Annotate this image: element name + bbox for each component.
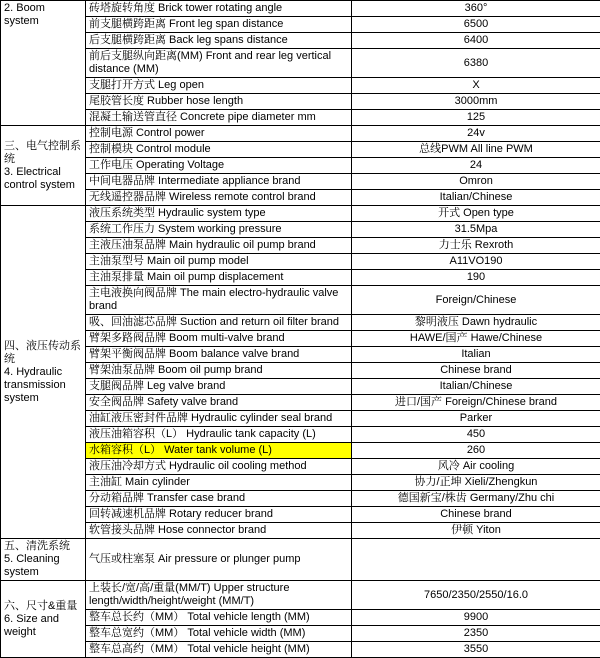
- value-cell: 24v: [352, 126, 600, 142]
- param-cell: 无线遥控器品牌 Wireless remote control brand: [86, 190, 352, 206]
- table-row: [1, 17, 600, 33]
- param-cell: 控制电源 Control power: [86, 126, 352, 142]
- param-cell: 主油缸 Main cylinder: [86, 475, 352, 491]
- table-row: [1, 78, 600, 94]
- param-cell: 臂架油泵品牌 Boom oil pump brand: [86, 363, 352, 379]
- value-cell: 进口/国产 Foreign/Chinese brand: [352, 395, 600, 411]
- table-row: [1, 49, 600, 78]
- value-cell: 力士乐 Rexroth: [352, 238, 600, 254]
- value-cell: 2350: [352, 626, 600, 642]
- section-label: [1, 539, 86, 581]
- table-row: [1, 142, 600, 158]
- param-cell: 尾胶管长度 Rubber hose length: [86, 94, 352, 110]
- param-cell: 整车总长约（MM） Total vehicle length (MM): [86, 610, 352, 626]
- value-cell: Chinese brand: [352, 363, 600, 379]
- table-row: [1, 174, 600, 190]
- value-cell: 协力/正坤 Xieli/Zhengkun: [352, 475, 600, 491]
- param-cell: 主液压油泵品牌 Main hydraulic oil pump brand: [86, 238, 352, 254]
- value-cell: 3550: [352, 642, 600, 658]
- table-row: [1, 459, 600, 475]
- param-cell: 液压油箱容积（L） Hydraulic tank capacity (L): [86, 427, 352, 443]
- param-cell: 水箱容积（L） Water tank volume (L): [86, 443, 352, 459]
- table-row: [1, 206, 600, 222]
- param-cell: 软管接头品牌 Hose connector brand: [86, 523, 352, 539]
- param-cell: 前支腿横跨距离 Front leg span distance: [86, 17, 352, 33]
- value-cell: 风冷 Air cooling: [352, 459, 600, 475]
- param-cell: 支腿阀品牌 Leg valve brand: [86, 379, 352, 395]
- value-cell: 6400: [352, 33, 600, 49]
- param-cell: 臂架多路阀品牌 Boom multi-valve brand: [86, 331, 352, 347]
- param-cell: 吸、回油滤芯品牌 Suction and return oil filter brand: [86, 315, 352, 331]
- param-cell: 液压系统类型 Hydraulic system type: [86, 206, 352, 222]
- value-cell: 3000mm: [352, 94, 600, 110]
- table-row: [1, 190, 600, 206]
- section-label: [1, 206, 86, 539]
- value-cell: 7650/2350/2550/16.0: [352, 581, 600, 610]
- value-cell: Italian/Chinese: [352, 379, 600, 395]
- param-cell: 臂架平衡阀品牌 Boom balance valve brand: [86, 347, 352, 363]
- table-row: [1, 475, 600, 491]
- value-cell: 31.5Mpa: [352, 222, 600, 238]
- table-row: [1, 443, 600, 459]
- table-row: [1, 286, 600, 315]
- table-row: [1, 491, 600, 507]
- param-cell: 混凝土输送管直径 Concrete pipe diameter mm: [86, 110, 352, 126]
- param-cell: 油缸液压密封件品牌 Hydraulic cylinder seal brand: [86, 411, 352, 427]
- table-row: [1, 363, 600, 379]
- param-cell: 整车总宽约（MM） Total vehicle width (MM): [86, 626, 352, 642]
- table-row: [1, 94, 600, 110]
- param-cell: 分动箱品牌 Transfer case brand: [86, 491, 352, 507]
- section-label-zh: 五、清洗系统: [4, 540, 82, 553]
- value-cell: Foreign/Chinese: [352, 286, 600, 315]
- table-row: [1, 507, 600, 523]
- table-row: [1, 222, 600, 238]
- param-cell: 主油泵型号 Main oil pump model: [86, 254, 352, 270]
- section-label: [1, 126, 86, 206]
- value-cell: 总线PWM All line PWM: [352, 142, 600, 158]
- value-cell: 6380: [352, 49, 600, 78]
- param-cell: 后支腿横跨距离 Back leg spans distance: [86, 33, 352, 49]
- param-cell: 整车总高约（MM） Total vehicle height (MM): [86, 642, 352, 658]
- param-cell: 工作电压 Operating Voltage: [86, 158, 352, 174]
- table-row: [1, 626, 600, 642]
- param-cell: 主油泵排量 Main oil pump displacement: [86, 270, 352, 286]
- param-cell: 气压或柱塞泵 Air pressure or plunger pump: [86, 539, 352, 581]
- value-cell: 450: [352, 427, 600, 443]
- table-row: [1, 427, 600, 443]
- value-cell: [352, 539, 600, 581]
- table-row: [1, 411, 600, 427]
- table-row: [1, 581, 600, 610]
- value-cell: 9900: [352, 610, 600, 626]
- param-cell: 支腿打开方式 Leg open: [86, 78, 352, 94]
- table-row: [1, 379, 600, 395]
- value-cell: 6500: [352, 17, 600, 33]
- table-row: [1, 642, 600, 658]
- table-row: [1, 539, 600, 581]
- value-cell: 德国新宝/株齿 Germany/Zhu chi: [352, 491, 600, 507]
- value-cell: X: [352, 78, 600, 94]
- table-row: [1, 331, 600, 347]
- table-row: [1, 315, 600, 331]
- param-cell: 安全阀品牌 Safety valve brand: [86, 395, 352, 411]
- table-row: [1, 523, 600, 539]
- table-row: [1, 110, 600, 126]
- value-cell: 24: [352, 158, 600, 174]
- param-cell: 砖塔旋转角度 Brick tower rotating angle: [86, 1, 352, 17]
- section-label: [1, 1, 86, 126]
- value-cell: Italian/Chinese: [352, 190, 600, 206]
- section-label-en: 5. Cleaning system: [4, 553, 82, 579]
- param-cell: 上装长/宽/高/重量(MM/T) Upper structure length/width/height/weight (MM/T): [86, 581, 352, 610]
- section-label-zh: 六、尺寸&重量: [4, 600, 82, 613]
- section-label-en: 6. Size and weight: [4, 613, 82, 639]
- table-row: [1, 610, 600, 626]
- section-label-en: 2. Boom system: [4, 2, 82, 28]
- section-label-zh: 三、电气控制系统: [4, 140, 82, 166]
- param-cell: 回转减速机品牌 Rotary reducer brand: [86, 507, 352, 523]
- table-row: [1, 33, 600, 49]
- value-cell: Omron: [352, 174, 600, 190]
- table-row: [1, 158, 600, 174]
- value-cell: Parker: [352, 411, 600, 427]
- value-cell: 190: [352, 270, 600, 286]
- value-cell: 黎明液压 Dawn hydraulic: [352, 315, 600, 331]
- param-cell: 控制模块 Control module: [86, 142, 352, 158]
- table-row: [1, 395, 600, 411]
- section-label: [1, 581, 86, 658]
- value-cell: 伊顿 Yiton: [352, 523, 600, 539]
- table-row: [1, 270, 600, 286]
- table-row: [1, 126, 600, 142]
- value-cell: 260: [352, 443, 600, 459]
- table-row: [1, 254, 600, 270]
- table-row: [1, 238, 600, 254]
- value-cell: 开式 Open type: [352, 206, 600, 222]
- value-cell: A11VO190: [352, 254, 600, 270]
- section-label-en: 3. Electrical control system: [4, 166, 82, 192]
- param-cell: 前后支腿纵向距离(MM) Front and rear leg vertical distance (MM): [86, 49, 352, 78]
- value-cell: 360°: [352, 1, 600, 17]
- param-cell: 主电液换向阀品牌 The main electro-hydraulic valve brand: [86, 286, 352, 315]
- value-cell: Chinese brand: [352, 507, 600, 523]
- section-label-zh: 四、液压传动系统: [4, 340, 82, 366]
- section-label-en: 4. Hydraulic transmission system: [4, 366, 82, 405]
- value-cell: Italian: [352, 347, 600, 363]
- table-row: [1, 347, 600, 363]
- param-cell: 系统工作压力 System working pressure: [86, 222, 352, 238]
- value-cell: 125: [352, 110, 600, 126]
- param-cell: 液压油冷却方式 Hydraulic oil cooling method: [86, 459, 352, 475]
- table-row: [1, 1, 600, 17]
- value-cell: HAWE/国产 Hawe/Chinese: [352, 331, 600, 347]
- param-cell: 中间电器品牌 Intermediate appliance brand: [86, 174, 352, 190]
- spec-table-body: [1, 1, 600, 658]
